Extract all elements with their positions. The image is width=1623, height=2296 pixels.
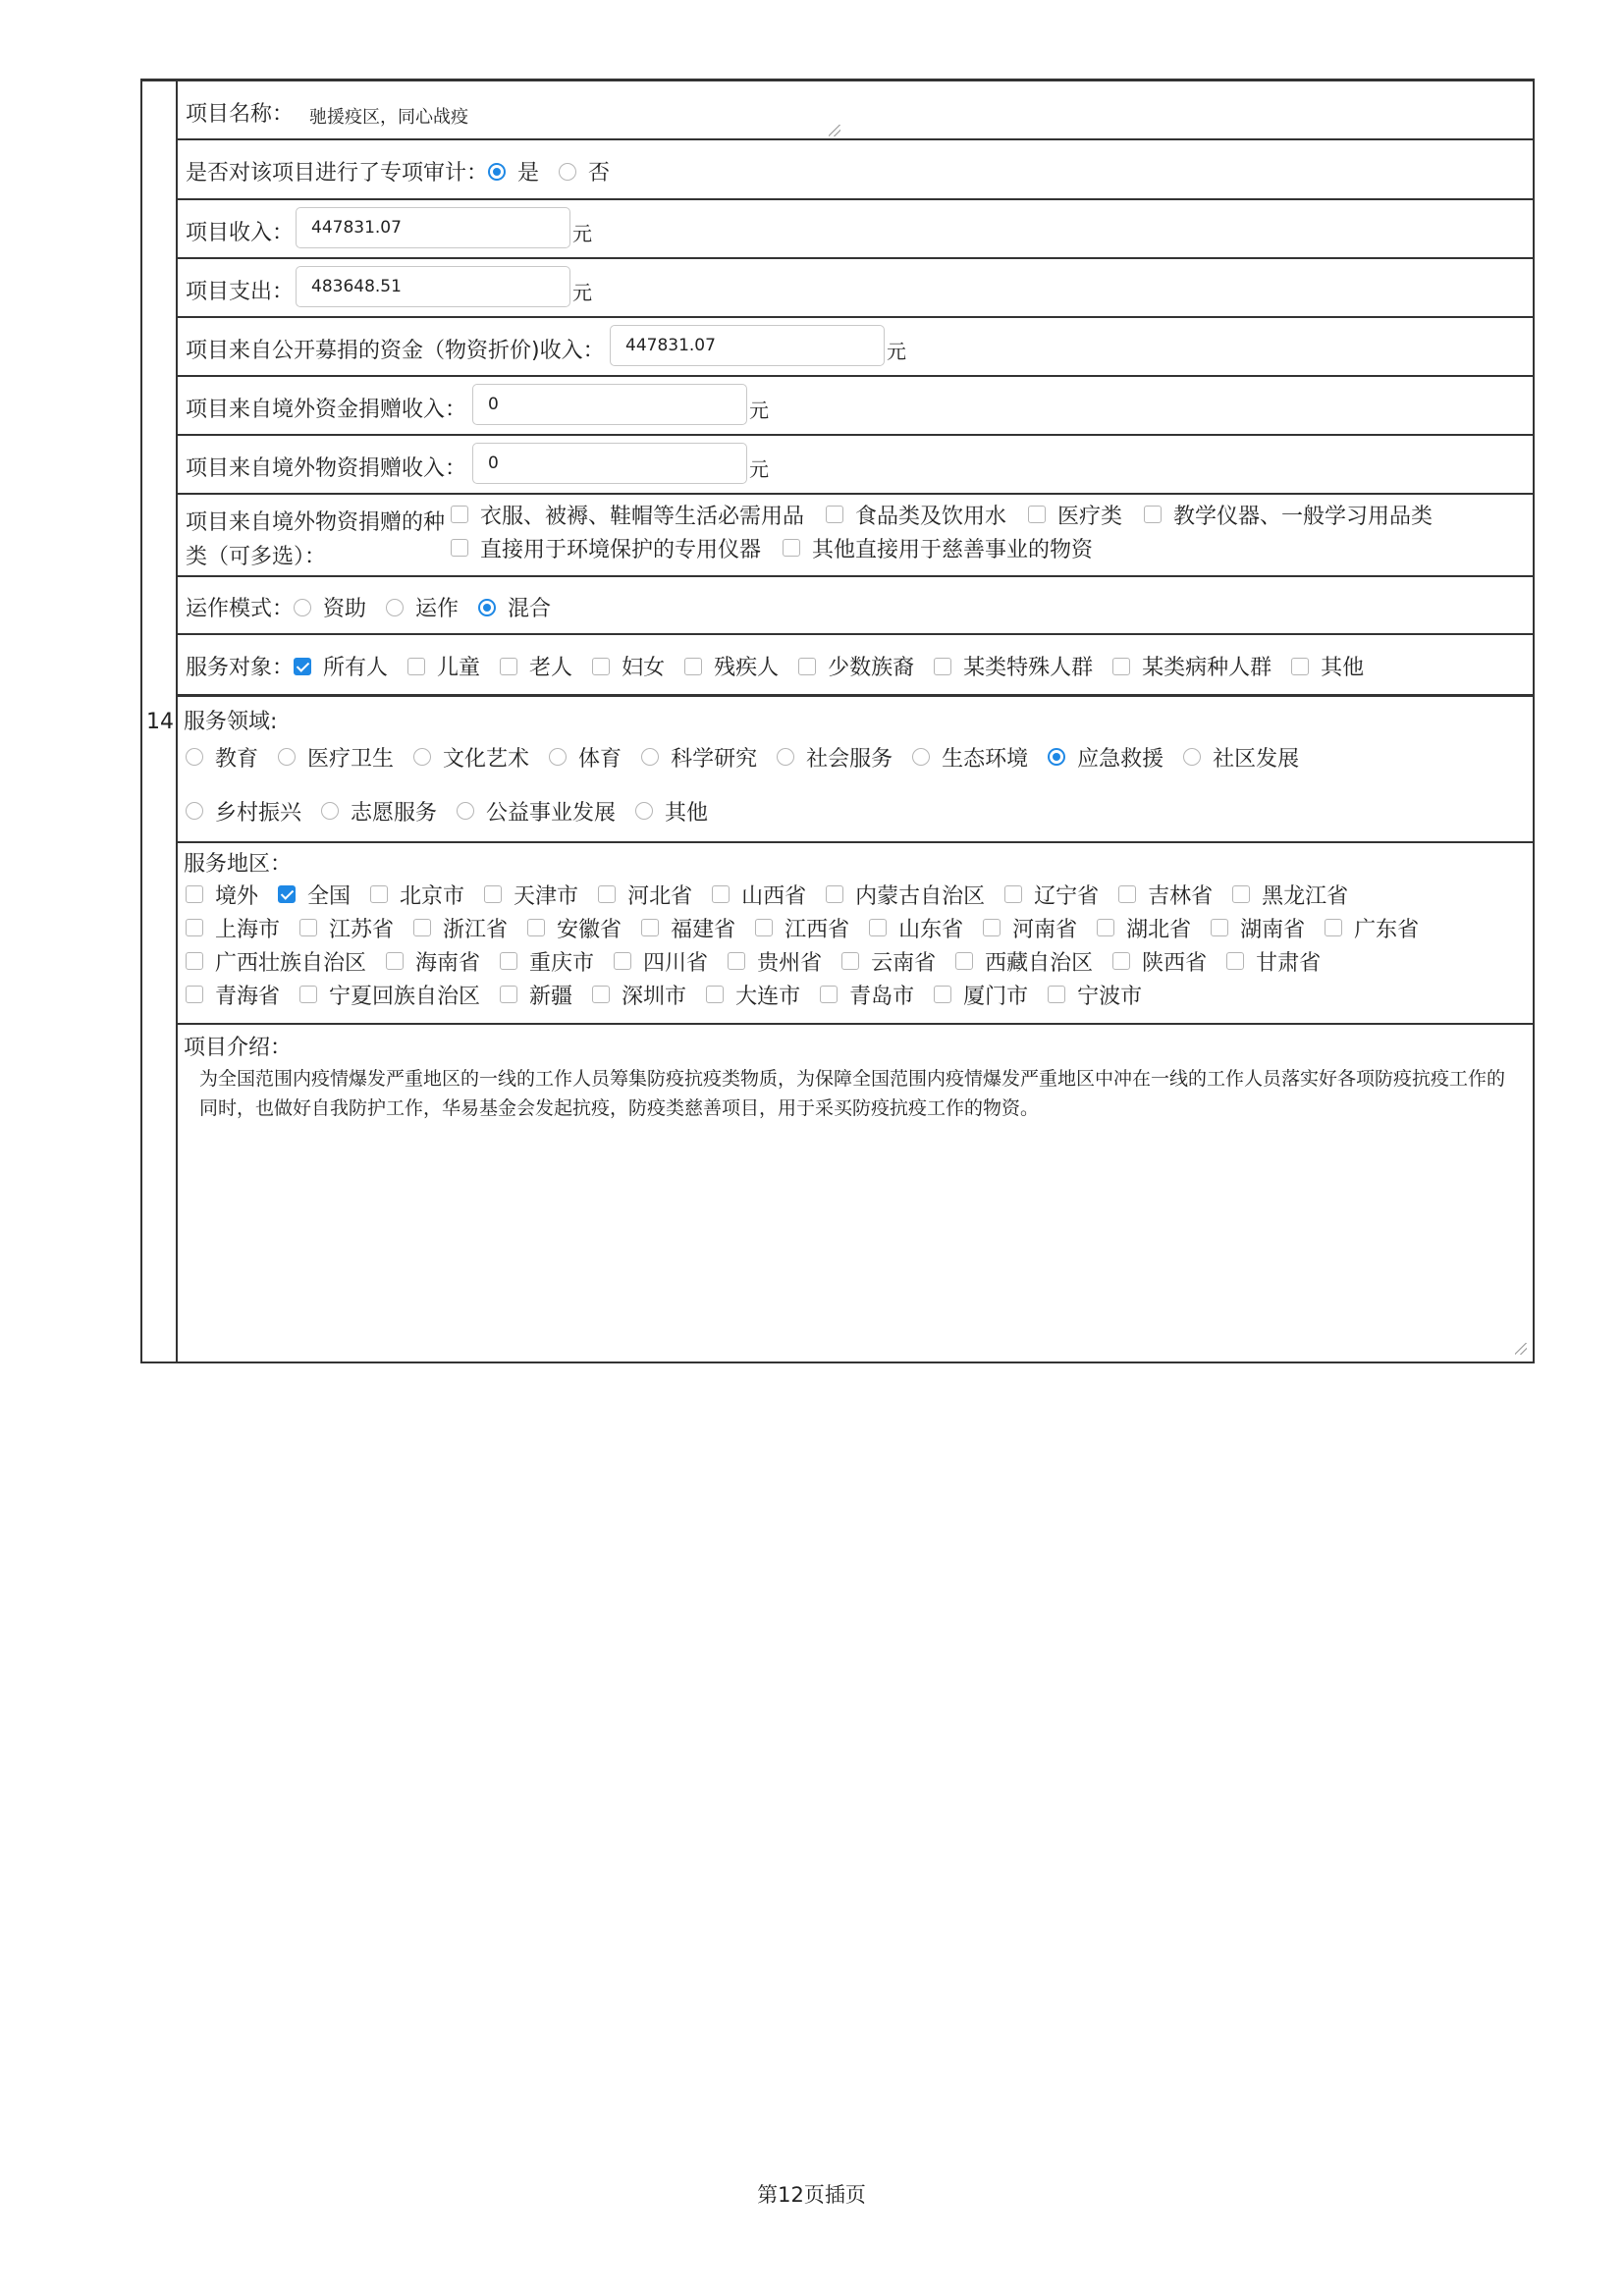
public-fundraising-row xyxy=(178,318,1533,377)
region-option[interactable]: 江苏省 xyxy=(299,913,394,943)
region-option[interactable]: 内蒙古自治区 xyxy=(826,880,985,910)
region-option[interactable]: 宁夏回族自治区 xyxy=(299,980,480,1010)
service-regions-label: 服务地区： xyxy=(184,852,293,877)
checkbox-icon[interactable] xyxy=(1211,919,1228,936)
goods-option-medical[interactable]: 医疗类 xyxy=(1028,500,1122,530)
expense-unit: 元 xyxy=(572,281,592,304)
checkbox-icon[interactable] xyxy=(1048,986,1065,1003)
checkbox-icon[interactable] xyxy=(386,952,404,970)
checkbox-icon[interactable] xyxy=(614,952,631,970)
radio-icon[interactable] xyxy=(278,748,296,766)
goods-types-row xyxy=(178,495,1533,577)
region-option[interactable]: 贵州省 xyxy=(728,946,822,977)
radio-icon[interactable] xyxy=(912,748,930,766)
checkbox-icon[interactable] xyxy=(955,952,973,970)
region-option[interactable]: 安徽省 xyxy=(527,913,622,943)
checkbox-icon[interactable] xyxy=(592,658,610,675)
region-option[interactable]: 浙江省 xyxy=(413,913,508,943)
checkbox-icon[interactable] xyxy=(706,986,724,1003)
project-details xyxy=(178,81,1535,1362)
checkbox-icon[interactable] xyxy=(783,539,800,557)
overseas-goods-row xyxy=(178,436,1533,495)
checkbox-icon[interactable] xyxy=(1004,885,1022,903)
public-fundraising-label: 项目来自公开募捐的资金（物资折价)收入： xyxy=(186,339,605,363)
checkbox-icon[interactable] xyxy=(1097,919,1114,936)
overseas-funds-label: 项目来自境外资金捐赠收入： xyxy=(186,398,467,422)
radio-icon[interactable] xyxy=(641,748,659,766)
operation-option-funding[interactable]: 资助 xyxy=(294,592,366,622)
checkbox-icon[interactable] xyxy=(934,986,951,1003)
operation-option-mixed[interactable]: 混合 xyxy=(478,592,551,622)
checkbox-icon[interactable] xyxy=(728,952,745,970)
checkbox-icon[interactable] xyxy=(1112,952,1130,970)
field-option-emergency-rescue[interactable]: 应急救援 xyxy=(1048,742,1163,773)
public-fundraising-input[interactable]: 447831.07 xyxy=(610,325,885,366)
overseas-goods-label: 项目来自境外物资捐赠收入： xyxy=(186,456,467,481)
region-option[interactable]: 河北省 xyxy=(598,880,692,910)
project-name-row xyxy=(178,81,1533,140)
checkbox-icon[interactable] xyxy=(712,885,730,903)
target-option-special-groups[interactable]: 某类特殊人群 xyxy=(934,651,1093,681)
region-option[interactable]: 广东省 xyxy=(1325,913,1419,943)
checkbox-icon[interactable] xyxy=(1144,506,1162,523)
checkbox-icon[interactable] xyxy=(820,986,838,1003)
region-option[interactable]: 河南省 xyxy=(983,913,1077,943)
goods-types-label-line1: 项目来自境外物资捐赠的种 xyxy=(186,510,446,535)
region-option[interactable]: 湖南省 xyxy=(1211,913,1305,943)
item-number: 14 xyxy=(146,710,174,734)
goods-option-teaching[interactable]: 教学仪器、一般学习用品类 xyxy=(1144,500,1433,530)
target-option-children[interactable]: 儿童 xyxy=(407,651,480,681)
project-name-field[interactable]: 驰援疫区，同心战疫 xyxy=(309,107,468,128)
checkbox-icon[interactable] xyxy=(294,658,311,675)
checkbox-icon[interactable] xyxy=(934,658,951,675)
radio-icon[interactable] xyxy=(386,599,404,616)
region-option[interactable]: 青岛市 xyxy=(820,980,914,1010)
project-intro-textarea[interactable]: 为全国范围内疫情爆发严重地区的一线的工作人员筹集防疫抗疫类物质，为保障全国范围内疫情爆发严重地区中冲在一线的工作人员落实好各项防疫抗疫工作的同时，也做好自我防护工作，华易基金会发起抗疫，防疫类慈善项目，用于采买防疫抗疫工作的物资。 xyxy=(199,1068,1506,1119)
target-option-disabled[interactable]: 残疾人 xyxy=(684,651,779,681)
region-option[interactable]: 甘肃省 xyxy=(1226,946,1321,977)
resize-handle-icon[interactable] xyxy=(1515,1343,1527,1355)
field-option-education[interactable]: 教育 xyxy=(186,742,258,773)
region-option[interactable]: 青海省 xyxy=(186,980,280,1010)
radio-icon[interactable] xyxy=(777,748,794,766)
service-regions-row xyxy=(178,843,1533,1025)
goods-option-food[interactable]: 食品类及饮用水 xyxy=(826,500,1006,530)
checkbox-icon[interactable] xyxy=(598,885,616,903)
target-option-women[interactable]: 妇女 xyxy=(592,651,665,681)
income-unit: 元 xyxy=(572,222,592,245)
checkbox-icon[interactable] xyxy=(186,919,203,936)
overseas-funds-input[interactable]: 0 xyxy=(472,384,747,425)
audit-option-yes[interactable]: 是 xyxy=(488,156,539,187)
field-option-rural[interactable]: 乡村振兴 xyxy=(186,796,301,827)
checkbox-icon[interactable] xyxy=(413,919,431,936)
checkbox-icon[interactable] xyxy=(299,919,317,936)
region-option[interactable]: 天津市 xyxy=(484,880,578,910)
radio-icon[interactable] xyxy=(488,163,506,181)
checkbox-icon[interactable] xyxy=(798,658,816,675)
checkbox-icon[interactable] xyxy=(1112,658,1130,675)
checkbox-icon[interactable] xyxy=(527,919,545,936)
region-option[interactable]: 大连市 xyxy=(706,980,800,1010)
operation-option-operation[interactable]: 运作 xyxy=(386,592,459,622)
checkbox-icon[interactable] xyxy=(983,919,1001,936)
checkbox-icon[interactable] xyxy=(451,506,468,523)
resize-handle-icon[interactable] xyxy=(829,125,840,136)
radio-icon[interactable] xyxy=(549,748,567,766)
region-option[interactable]: 上海市 xyxy=(186,913,280,943)
expense-row xyxy=(178,259,1533,318)
field-option-public-welfare[interactable]: 公益事业发展 xyxy=(457,796,616,827)
checkbox-icon[interactable] xyxy=(451,539,468,557)
region-option[interactable]: 山西省 xyxy=(712,880,806,910)
project-intro-label: 项目介绍： xyxy=(184,1036,293,1060)
radio-icon[interactable] xyxy=(559,163,576,181)
checkbox-icon[interactable] xyxy=(869,919,887,936)
radio-icon[interactable] xyxy=(1048,748,1065,766)
field-option-ecology[interactable]: 生态环境 xyxy=(912,742,1028,773)
region-option[interactable]: 厦门市 xyxy=(934,980,1028,1010)
checkbox-icon[interactable] xyxy=(500,952,517,970)
checkbox-icon[interactable] xyxy=(186,952,203,970)
audit-option-no[interactable]: 否 xyxy=(559,156,610,187)
target-option-ethnic[interactable]: 少数族裔 xyxy=(798,651,914,681)
checkbox-icon[interactable] xyxy=(484,885,502,903)
radio-icon[interactable] xyxy=(478,599,496,616)
income-input[interactable]: 447831.07 xyxy=(296,207,570,248)
checkbox-icon[interactable] xyxy=(684,658,702,675)
overseas-funds-row xyxy=(178,377,1533,436)
checkbox-icon[interactable] xyxy=(1325,919,1342,936)
region-option[interactable]: 山东省 xyxy=(869,913,963,943)
checkbox-icon[interactable] xyxy=(1232,885,1250,903)
goods-option-daily-necessities[interactable]: 衣服、被褥、鞋帽等生活必需用品 xyxy=(451,500,804,530)
operation-mode-row xyxy=(178,577,1533,635)
field-option-research[interactable]: 科学研究 xyxy=(641,742,757,773)
region-option[interactable]: 吉林省 xyxy=(1118,880,1213,910)
expense-input[interactable]: 483648.51 xyxy=(296,266,570,307)
region-option[interactable]: 深圳市 xyxy=(592,980,686,1010)
radio-icon[interactable] xyxy=(635,802,653,820)
checkbox-icon[interactable] xyxy=(1226,952,1244,970)
checkbox-icon[interactable] xyxy=(826,506,843,523)
radio-icon[interactable] xyxy=(413,748,431,766)
checkbox-icon[interactable] xyxy=(500,986,517,1003)
region-option[interactable]: 四川省 xyxy=(614,946,708,977)
goods-option-other[interactable]: 其他直接用于慈善事业的物资 xyxy=(783,533,1093,563)
target-option-elderly[interactable]: 老人 xyxy=(500,651,572,681)
checkbox-icon[interactable] xyxy=(186,986,203,1003)
region-option[interactable]: 福建省 xyxy=(641,913,735,943)
region-option[interactable]: 湖北省 xyxy=(1097,913,1191,943)
checkbox-icon[interactable] xyxy=(1291,658,1309,675)
radio-icon[interactable] xyxy=(294,599,311,616)
project-intro-row xyxy=(178,1025,1533,1363)
region-option[interactable]: 重庆市 xyxy=(500,946,594,977)
checkbox-icon[interactable] xyxy=(1118,885,1136,903)
expense-label: 项目支出： xyxy=(186,280,295,304)
checkbox-icon[interactable] xyxy=(826,885,843,903)
region-option[interactable]: 黑龙江省 xyxy=(1232,880,1348,910)
audit-row xyxy=(178,140,1533,200)
item-number-column xyxy=(142,81,178,1362)
radio-icon[interactable] xyxy=(186,802,203,820)
income-label: 项目收入： xyxy=(186,221,295,245)
field-option-community[interactable]: 社区发展 xyxy=(1183,742,1299,773)
radio-icon[interactable] xyxy=(321,802,339,820)
checkbox-icon[interactable] xyxy=(841,952,859,970)
field-option-culture-arts[interactable]: 文化艺术 xyxy=(413,742,529,773)
project-name-label: 项目名称： xyxy=(186,102,295,127)
region-option[interactable]: 西藏自治区 xyxy=(955,946,1093,977)
radio-icon[interactable] xyxy=(186,748,203,766)
field-option-social-services[interactable]: 社会服务 xyxy=(777,742,893,773)
operation-mode-label: 运作模式： xyxy=(186,597,295,621)
service-targets-label: 服务对象： xyxy=(186,656,295,680)
field-option-sports[interactable]: 体育 xyxy=(549,742,622,773)
region-option[interactable]: 云南省 xyxy=(841,946,936,977)
region-option[interactable]: 宁波市 xyxy=(1048,980,1142,1010)
income-row xyxy=(178,200,1533,259)
region-option[interactable]: 新疆 xyxy=(500,980,572,1010)
checkbox-icon[interactable] xyxy=(592,986,610,1003)
checkbox-icon[interactable] xyxy=(1028,506,1046,523)
overseas-funds-unit: 元 xyxy=(749,399,769,422)
goods-types-label-line2: 类（可多选）： xyxy=(186,545,327,569)
overseas-goods-input[interactable]: 0 xyxy=(472,443,747,484)
goods-option-environmental[interactable]: 直接用于环境保护的专用仪器 xyxy=(451,533,761,563)
region-option[interactable]: 全国 xyxy=(278,880,351,910)
region-option[interactable]: 广西壮族自治区 xyxy=(186,946,366,977)
checkbox-icon[interactable] xyxy=(278,885,296,903)
checkbox-icon[interactable] xyxy=(370,885,388,903)
field-option-healthcare[interactable]: 医疗卫生 xyxy=(278,742,394,773)
checkbox-icon[interactable] xyxy=(186,885,203,903)
project-form xyxy=(140,79,1535,1363)
region-option[interactable]: 北京市 xyxy=(370,880,464,910)
region-option[interactable]: 境外 xyxy=(186,880,258,910)
public-fundraising-unit: 元 xyxy=(887,340,906,363)
target-option-disease-groups[interactable]: 某类病种人群 xyxy=(1112,651,1271,681)
checkbox-icon[interactable] xyxy=(407,658,425,675)
page-footer: 第12页插页 xyxy=(757,2183,866,2207)
overseas-goods-unit: 元 xyxy=(749,457,769,481)
region-option[interactable]: 江西省 xyxy=(755,913,849,943)
checkbox-icon[interactable] xyxy=(500,658,517,675)
service-targets-row xyxy=(178,635,1533,697)
target-option-all[interactable]: 所有人 xyxy=(294,651,388,681)
field-option-volunteer[interactable]: 志愿服务 xyxy=(321,796,437,827)
radio-icon[interactable] xyxy=(457,802,474,820)
target-option-other[interactable]: 其他 xyxy=(1291,651,1364,681)
radio-icon[interactable] xyxy=(1183,748,1201,766)
field-option-other[interactable]: 其他 xyxy=(635,796,708,827)
region-option[interactable]: 陕西省 xyxy=(1112,946,1207,977)
audit-label: 是否对该项目进行了专项审计： xyxy=(186,161,489,186)
region-option[interactable]: 海南省 xyxy=(386,946,480,977)
region-option[interactable]: 辽宁省 xyxy=(1004,880,1099,910)
checkbox-icon[interactable] xyxy=(755,919,773,936)
service-fields-row xyxy=(178,697,1533,843)
checkbox-icon[interactable] xyxy=(641,919,659,936)
service-fields-label: 服务领域: xyxy=(184,710,278,734)
checkbox-icon[interactable] xyxy=(299,986,317,1003)
